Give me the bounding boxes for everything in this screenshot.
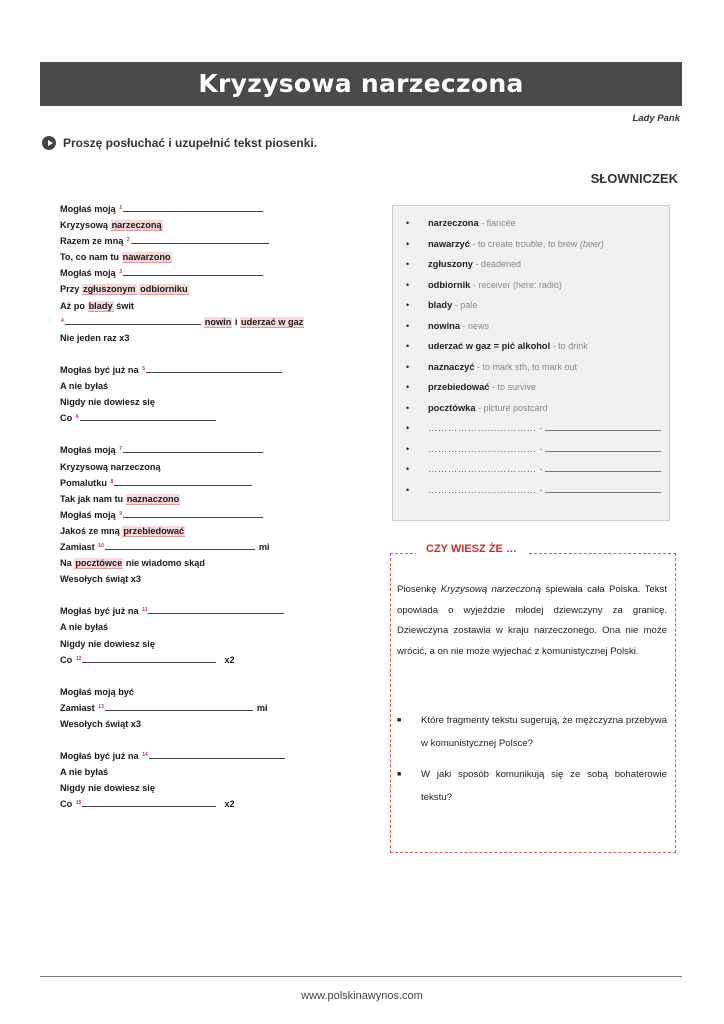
lyric-line: Mogłaś być już na $^{11}$ <box>60 603 360 619</box>
lyric-line: Jakoś ze mną przebiedować <box>60 525 185 536</box>
blank-field[interactable] <box>149 748 285 759</box>
blank-field[interactable] <box>114 475 252 486</box>
dictionary-item: • odbiornik - receiver (here: radio) <box>406 275 669 296</box>
lyric-line: Przy zgłuszonym odbiorniku <box>60 284 188 295</box>
blank-field[interactable] <box>123 442 263 453</box>
blank-field[interactable] <box>82 796 216 807</box>
lyric-line: Co $^6$ <box>60 410 360 426</box>
blank-number: 1 <box>119 205 122 211</box>
dictionary-item: • pocztówka - picture postcard <box>406 398 669 419</box>
highlighted-word: zgłuszonym <box>82 284 136 295</box>
song-author: Lady Pank <box>632 113 680 124</box>
bullet-icon: • <box>406 218 410 228</box>
dictionary-box <box>392 205 670 521</box>
lyric-line: A nie byłaś <box>60 767 109 778</box>
dictionary-item: • blady - pale <box>406 295 669 316</box>
lyric-line: Co $^{12}$ x2 <box>60 652 360 668</box>
lyric-line: Aż po blady świt <box>60 300 134 311</box>
dictionary-list <box>393 206 669 500</box>
bullet-icon: • <box>406 484 410 495</box>
lyric-line: Kryzysową narzeczoną <box>60 220 162 231</box>
blank-field[interactable] <box>105 700 253 711</box>
lyric-line: Wesołych świąt x3 <box>60 719 142 729</box>
blank-field[interactable] <box>82 652 216 663</box>
lyric-line: Na pocztówce nie wiadomo skąd <box>60 558 205 569</box>
blank-number: 7 <box>119 446 122 453</box>
blank-field[interactable] <box>545 484 661 493</box>
blank-number: 6 <box>75 414 79 421</box>
bullet-icon: • <box>406 238 410 249</box>
highlighted-word: nowin <box>204 316 232 327</box>
lyric-line: To, co nam tu nawarzono <box>60 252 171 263</box>
blank-number: 2 <box>126 237 130 244</box>
bullet-icon: • <box>406 361 410 372</box>
bullet-icon: • <box>406 443 410 454</box>
lyric-line: Mogłaś moją $^7$ <box>60 442 360 458</box>
question-list <box>397 710 667 818</box>
blank-number: 15 <box>75 800 82 807</box>
instruction <box>42 136 317 150</box>
lyric-line: Nigdy nie dowiesz się <box>60 783 155 794</box>
dictionary-item: • narzeczona - fiancée <box>406 213 669 234</box>
lyric-line: Nigdy nie dowiesz się <box>60 638 155 649</box>
blank-number: 3 <box>119 269 122 276</box>
footer-divider <box>40 976 682 977</box>
lyric-line: Razem ze mną $^2$ <box>60 233 360 249</box>
lyric-line: Mogłaś być już na $^{14}$ <box>60 748 360 764</box>
dictionary-blank-item[interactable]: • …………………………… - <box>406 480 669 501</box>
lyric-line: Wesołych świąt x3 <box>60 574 142 585</box>
blank-field[interactable] <box>123 265 263 276</box>
lyric-line: Mogłaś moją $^1$ <box>60 201 360 217</box>
footer-website: www.polskinawynos.com <box>301 990 423 1002</box>
blank-field[interactable] <box>545 443 661 452</box>
dictionary-item: • uderzać w gaz = pić alkohol - to drink <box>406 336 669 357</box>
highlighted-word: uderzać w gaz <box>241 316 304 327</box>
blank-field[interactable] <box>131 233 269 244</box>
square-bullet-icon: ■ <box>397 717 402 724</box>
dictionary-item: • nawarzyć - to create trouble, to brew (beer) <box>406 234 669 255</box>
dictionary-item: • zgłuszony - deadened <box>406 254 669 275</box>
bullet-icon: • <box>406 464 410 474</box>
blank-number: 14 <box>142 752 148 759</box>
highlighted-word: nawarzono <box>122 252 171 263</box>
lyric-line: Tak jak nam tu naznaczono <box>60 493 180 504</box>
bullet-icon: • <box>406 259 410 269</box>
bullet-icon: • <box>406 402 410 413</box>
lyric-line: $^4$ nowin i uderzać w gaz <box>60 314 360 330</box>
lyric-line: Mogłaś być już na $^5$ <box>60 362 360 378</box>
blank-field[interactable] <box>80 410 216 421</box>
blank-number: 13 <box>98 703 104 710</box>
bullet-icon: • <box>406 423 410 433</box>
highlighted-word: pocztówce <box>75 558 123 569</box>
dictionary-item: • przebiedować - to survive <box>406 377 669 398</box>
blank-number: 9 <box>119 510 122 517</box>
question-item: ■ W jaki sposób komunikują się ze sobą bohaterowie tekstu? <box>397 764 667 809</box>
instruction-text: Proszę posłuchać i uzupełnić tekst piosenki. <box>63 136 318 150</box>
lyric-line: Nie jeden raz x3 <box>60 332 130 343</box>
dictionary-blank-item[interactable]: • …………………………… - <box>406 418 669 439</box>
blank-number: 5 <box>142 365 145 372</box>
dictionary-title: SŁOWNICZEK <box>590 171 678 186</box>
lyric-line: A nie byłaś <box>60 622 109 633</box>
lyric-line: Mogłaś moją $^9$ <box>60 507 360 523</box>
dictionary-item: • nowina - news <box>406 316 669 337</box>
blank-number: 8 <box>110 478 114 485</box>
lyric-line: Zamiast $^{10}$ mi <box>60 539 360 555</box>
highlighted-word: odbiorniku <box>140 284 188 295</box>
bullet-icon: • <box>406 382 410 392</box>
did-you-know-title: CZY WIESZ ŻE … <box>416 543 527 555</box>
lyric-line: Zamiast $^{13}$ mi <box>60 700 360 716</box>
blank-number: 11 <box>142 607 148 614</box>
blank-field[interactable] <box>545 463 661 472</box>
highlighted-word: naznaczono <box>126 493 180 504</box>
dictionary-blank-item[interactable]: • …………………………… - <box>406 459 669 480</box>
lyric-line: Co $^{15}$ x2 <box>60 796 360 812</box>
bullet-icon: • <box>406 300 410 310</box>
lyric-line: Mogłaś moją $^3$ <box>60 265 360 281</box>
blank-field[interactable] <box>105 539 255 550</box>
question-item: ■ Które fragmenty tekstu sugerują, że mężczyzna przebywa w komunistycznej Polsce? <box>397 710 667 755</box>
lyric-line: Kryzysową narzeczoną <box>60 461 161 472</box>
lyric-line: Mogłaś moją być <box>60 686 135 697</box>
lyric-line: Nigdy nie dowiesz się <box>60 397 155 408</box>
highlighted-word: narzeczoną <box>111 220 162 231</box>
dictionary-item: • naznaczyć - to mark sth, to mark out <box>406 357 669 378</box>
did-you-know-text: Piosenkę Kryzysową narzeczoną śpiewała cała Polska. Tekst opowiada o wyjeździe młodej dziewczyny za granicę. Dziewczyna zostawia w kraju narzeczonego. Ona nie może wrócić, a on nie może wyjechać z komunistycznej Polski. <box>397 584 667 657</box>
blank-number: 12 <box>75 655 82 662</box>
lyric-line: Pomalutku $^8$ <box>60 475 360 491</box>
blank-field[interactable] <box>146 362 282 373</box>
square-bullet-icon: ■ <box>397 771 402 778</box>
blank-number: 4 <box>61 317 64 324</box>
lyrics <box>60 201 360 813</box>
page-title: Kryzysowa narzeczona <box>40 62 682 106</box>
bullet-icon: • <box>406 279 410 290</box>
blank-field[interactable] <box>148 603 284 614</box>
blank-field[interactable] <box>123 507 263 518</box>
highlighted-word: blady <box>88 300 113 311</box>
bullet-icon: • <box>406 341 410 351</box>
dictionary-blank-item[interactable]: • …………………………… - <box>406 439 669 460</box>
bullet-icon: • <box>406 320 410 331</box>
blank-field[interactable] <box>123 201 263 212</box>
blank-field[interactable] <box>545 422 661 431</box>
highlighted-word: przebiedować <box>123 525 185 536</box>
play-icon <box>42 136 56 150</box>
blank-field[interactable] <box>65 314 201 325</box>
lyric-line: A nie byłaś <box>60 381 109 392</box>
blank-number: 10 <box>98 542 104 549</box>
